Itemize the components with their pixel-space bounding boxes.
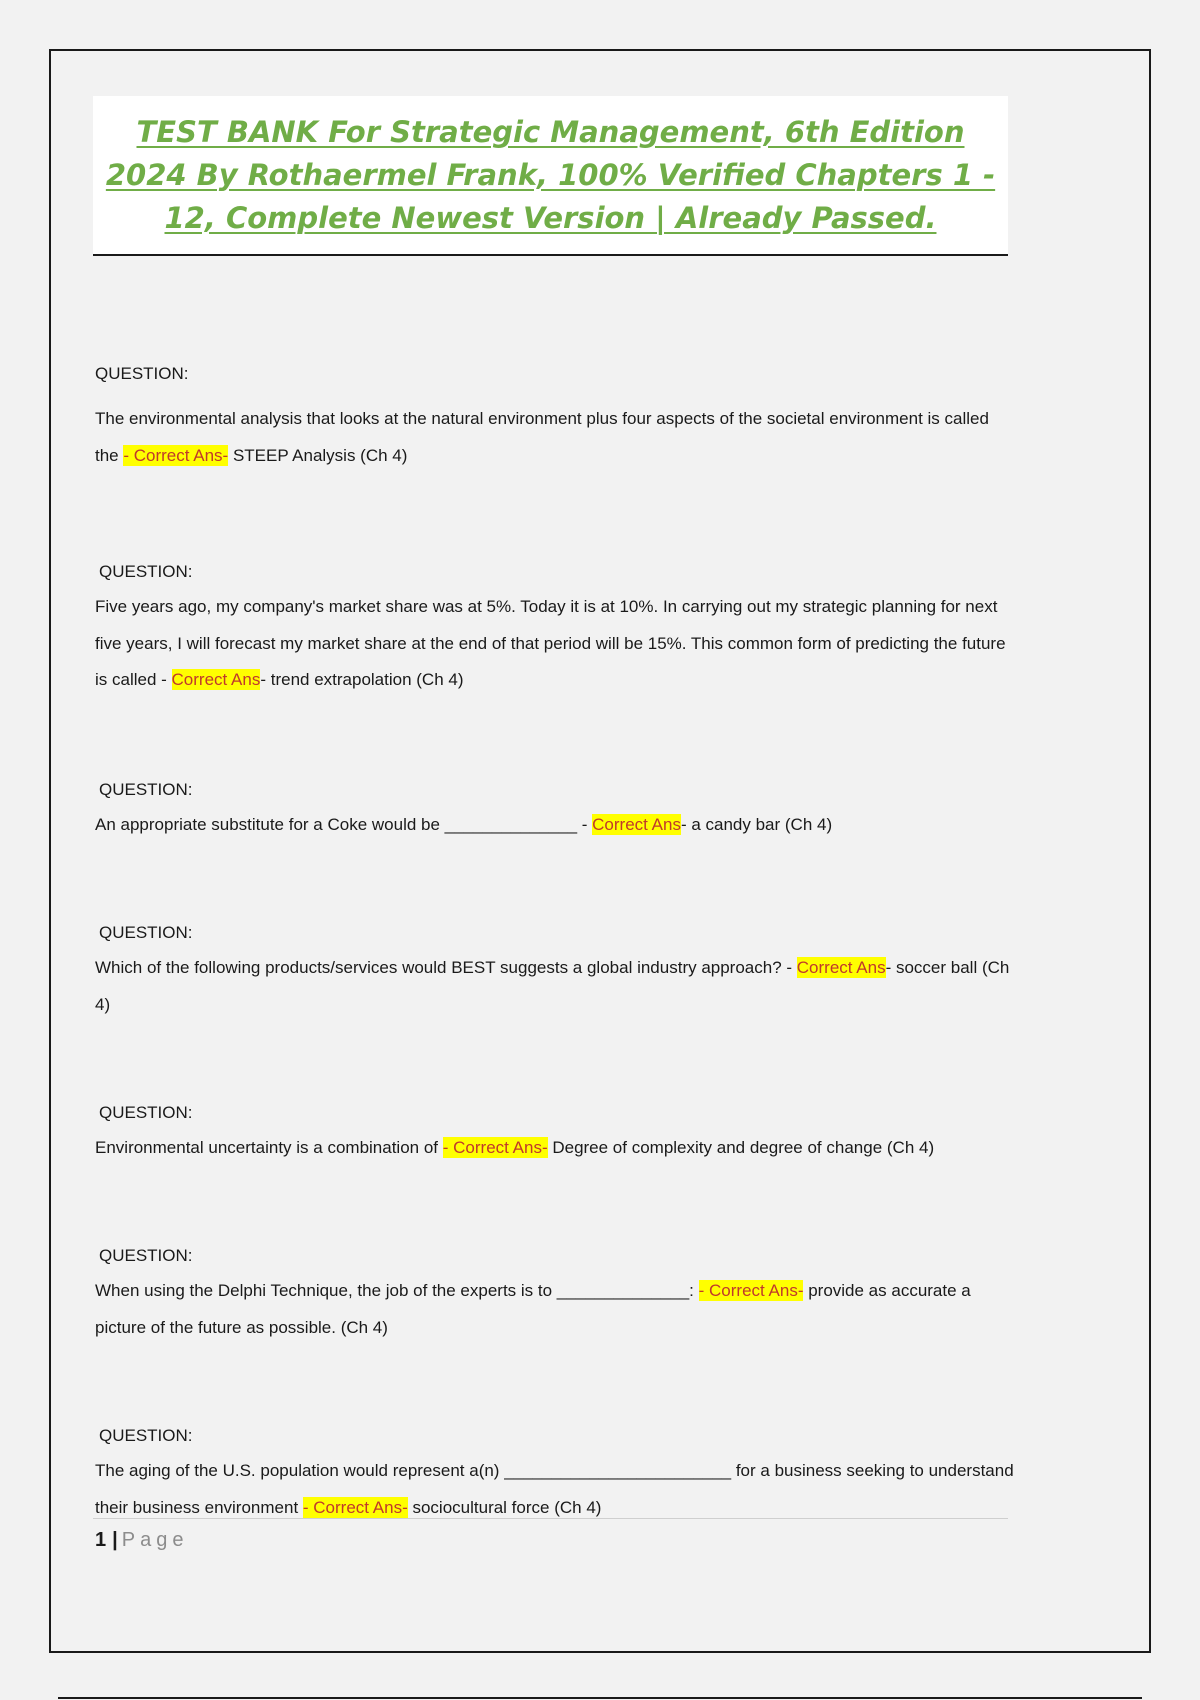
footer-divider <box>93 1518 1008 1519</box>
question-prompt: When using the Delphi Technique, the job of the experts is to ______________: <box>95 1281 699 1300</box>
question-prompt: Which of the following products/services would BEST suggests a global industry approach? - <box>95 958 797 977</box>
answer-text: provide as accurate a picture of the future as possible. (Ch 4) <box>95 1281 971 1337</box>
answer-text: STEEP Analysis (Ch 4) <box>228 445 408 465</box>
question-label: QUESTION: <box>95 364 189 383</box>
next-page-edge <box>58 1697 1142 1699</box>
question-block-3 <box>95 779 1015 844</box>
answer-text: - soccer ball (Ch 4) <box>95 958 1010 1014</box>
correct-answer-highlight: - Correct Ans- <box>302 1497 408 1517</box>
question-text <box>95 1453 1015 1526</box>
question-block-4 <box>95 922 1015 1023</box>
question-label: QUESTION: <box>99 562 193 581</box>
title-banner <box>93 96 1008 256</box>
correct-answer-highlight: - Correct Ans- <box>123 445 229 465</box>
question-text <box>95 1130 1015 1167</box>
correct-answer-highlight: Correct Ans <box>796 958 886 977</box>
question-block-2 <box>95 561 1015 699</box>
question-text <box>95 401 1015 474</box>
answer-text: - a candy bar (Ch 4) <box>680 815 833 834</box>
correct-answer-highlight: Correct Ans <box>592 815 681 834</box>
question-prompt: Five years ago, my company's market share was at 5%. Today it is at 10%. In carrying out my strategic planning for next five years, I will forecast my market share at the end of that period will be 15%. This common form of predicting the future is called - <box>95 597 1006 689</box>
correct-answer-highlight: - Correct Ans- <box>698 1281 804 1300</box>
answer-text: Degree of complexity and degree of change (Ch 4) <box>547 1138 935 1157</box>
page-footer <box>95 1528 188 1552</box>
answer-text: - trend extrapolation (Ch 4) <box>260 670 464 689</box>
question-text <box>95 950 1015 1023</box>
question-label: QUESTION: <box>99 1246 193 1265</box>
question-label: QUESTION: <box>99 780 193 799</box>
correct-answer-highlight: - Correct Ans- <box>442 1138 548 1157</box>
page-number: 1 <box>95 1529 107 1551</box>
question-block-6 <box>95 1245 1015 1346</box>
question-block-1 <box>95 363 1015 474</box>
page-word: Page <box>121 1529 189 1551</box>
correct-answer-highlight: Correct Ans <box>171 670 261 689</box>
question-prompt: Environmental uncertainty is a combination of <box>95 1138 443 1157</box>
question-prompt: An appropriate substitute for a Coke would be ______________ - <box>95 815 593 834</box>
answer-text: sociocultural force (Ch 4) <box>407 1497 602 1517</box>
question-prompt: The environmental analysis that looks at the natural environment plus four aspects of the societal environment is called the <box>95 409 989 465</box>
question-text <box>95 1273 1015 1346</box>
question-label: QUESTION: <box>99 1426 193 1445</box>
question-block-5 <box>95 1102 1015 1167</box>
question-text <box>95 589 1015 699</box>
page-separator: | <box>112 1529 118 1551</box>
page-frame <box>49 49 1151 1653</box>
question-label: QUESTION: <box>99 1103 193 1122</box>
question-block-7 <box>95 1425 1015 1526</box>
document-title: TEST BANK For Strategic Management, 6th Edition 2024 By Rothaermel Frank, 100% Verified Chapters 1 - 12, Complete Newest Version | Already Passed. <box>105 114 996 235</box>
question-label: QUESTION: <box>99 923 193 942</box>
question-text <box>95 807 1015 844</box>
question-prompt: The aging of the U.S. population would represent a(n) ________________________ for a business seeking to understand their business environment <box>95 1461 1014 1517</box>
